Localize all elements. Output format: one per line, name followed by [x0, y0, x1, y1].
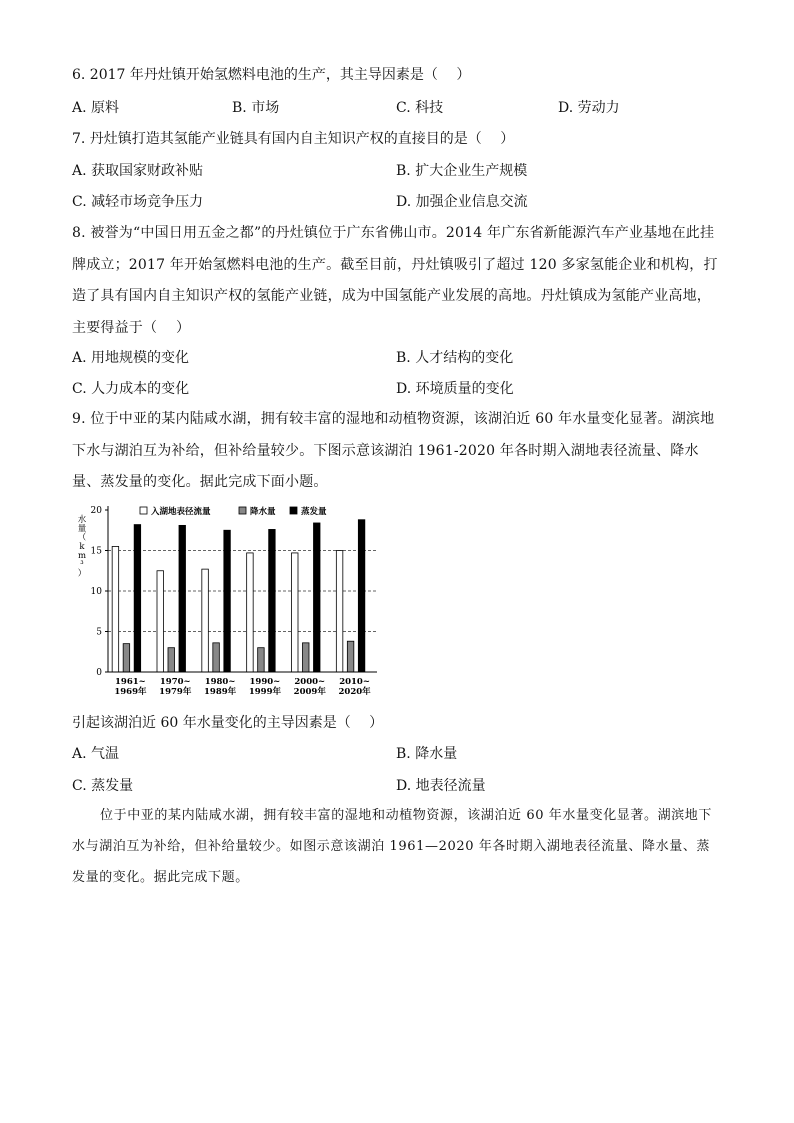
legend-swatch-1: [239, 507, 246, 514]
legend-swatch-0: [140, 507, 147, 514]
bar-runoff-3: [247, 553, 254, 672]
bar-runoff-5: [336, 551, 343, 673]
x-tick-label: 2010~: [339, 677, 370, 687]
bar-runoff-2: [202, 569, 209, 672]
x-tick-label: 1961~: [115, 677, 146, 687]
x-tick-label: 1990~: [249, 677, 281, 687]
water-balance-chart: [72, 500, 392, 705]
bar-evaporation-5: [358, 520, 365, 672]
q6-stem: 6. 2017 年丹灶镇开始氢燃料电池的生产，其主导因素是（ ）: [72, 67, 471, 83]
q9-stem: 9. 位于中亚的某内陆咸水湖，拥有较丰富的湿地和动植物资源，该湖泊近 60 年水量变化显著。湖滨地下水与湖泊互为补给，但补给量较少。下图示意该湖泊 1961-2020 年各时期入湖地表径流量、降水量、蒸发量的变化。据此完成下面小题。: [72, 411, 715, 490]
legend-label-1: 降水量: [250, 507, 276, 517]
x-tick-label: 2000~: [294, 677, 326, 687]
q7-stem: 7. 丹灶镇打造其氢能产业链具有国内自主知识产权的直接目的是（ ）: [72, 131, 515, 147]
q6-option-b: B. 市场: [232, 100, 280, 116]
y-tick-label: 15: [90, 546, 102, 557]
q6-option-d: D. 劳动力: [558, 100, 620, 116]
x-tick-label: 2009年: [293, 687, 326, 697]
bar-runoff-4: [292, 553, 299, 672]
q6-option-a: A. 原料: [72, 100, 120, 116]
x-tick-label: 1969年: [114, 687, 147, 697]
q9-option-b: B. 降水量: [396, 746, 458, 762]
y-tick-label: 10: [90, 587, 102, 597]
bar-precipitation-2: [213, 643, 220, 672]
q8-stem: 8. 被誉为“中国日用五金之都”的丹灶镇位于广东省佛山市。2014 年广东省新能源汽车产业基地在此挂牌成立；2017 年开始氢燃料电池的生产。截至目前，丹灶镇吸引了超过 120 多家氢能企业和机构，打造了具有国内自主知识产权的氢能产业链，成为中国氢能产业发展的高地。丹灶镇成为氢能产业高地，主要得益于（ ）: [72, 225, 718, 336]
y-axis-label-char: 水: [77, 515, 87, 525]
y-axis-label-char: ）: [77, 569, 87, 579]
q9-option-a: A. 气温: [72, 746, 120, 762]
q7-option-c: C. 减轻市场竞争压力: [72, 194, 204, 210]
x-tick-label: 1970~: [159, 677, 191, 687]
y-axis-label-char: 量: [77, 524, 87, 534]
q8-option-a: A. 用地规模的变化: [72, 350, 190, 366]
bar-precipitation-5: [347, 641, 354, 672]
legend-label-0: 入湖地表径流量: [151, 507, 211, 517]
y-tick-label: 5: [96, 627, 102, 638]
x-tick-label: 1999年: [248, 687, 282, 697]
q9-option-c: C. 蒸发量: [72, 778, 134, 794]
bar-evaporation-0: [134, 525, 141, 672]
q8-option-b: B. 人才结构的变化: [396, 350, 514, 366]
bar-runoff-0: [112, 546, 119, 672]
y-axis-label-char: （: [77, 533, 87, 543]
y-tick-label: 20: [90, 506, 102, 516]
bar-precipitation-0: [123, 644, 130, 672]
bar-evaporation-3: [269, 529, 276, 672]
q8-option-d: D. 环境质量的变化: [396, 381, 514, 397]
q7-option-b: B. 扩大企业生产规模: [396, 163, 528, 179]
y-axis-label-char: m: [77, 551, 87, 561]
q9-question: 引起该湖泊近 60 年水量变化的主导因素是（ ）: [72, 715, 384, 731]
bar-precipitation-1: [168, 648, 175, 672]
bar-runoff-1: [157, 571, 164, 672]
q8-option-c: C. 人力成本的变化: [72, 381, 190, 397]
x-tick-label: 1979年: [159, 687, 192, 697]
q7-option-a: A. 获取国家财政补贴: [72, 163, 204, 179]
q6-option-c: C. 科技: [396, 100, 444, 116]
q7-option-d: D. 加强企业信息交流: [396, 194, 528, 210]
bar-evaporation-4: [314, 523, 321, 672]
x-tick-label: 2020年: [338, 687, 371, 697]
y-tick-label: 0: [96, 668, 102, 678]
bar-precipitation-4: [303, 643, 310, 672]
repeat-paragraph: 位于中亚的某内陆咸水湖，拥有较丰富的湿地和动植物资源，该湖泊近 60 年水量变化显著。湖滨地下水与湖泊互为补给，但补给量较少。如图示意该湖泊 1961—2020 年各时期入湖地表径流量、降水量、蒸发量的变化。据此完成下题。: [72, 808, 713, 885]
y-axis-label-char: k: [79, 542, 85, 552]
x-tick-label: 1989年: [203, 687, 237, 697]
bar-evaporation-1: [179, 525, 186, 672]
q9-option-d: D. 地表径流量: [396, 778, 486, 794]
y-axis-label-char: ³: [80, 560, 84, 570]
bar-precipitation-3: [258, 648, 265, 672]
legend-swatch-2: [290, 507, 297, 514]
x-tick-label: 1980~: [204, 677, 236, 687]
legend-label-2: 蒸发量: [301, 507, 327, 517]
bar-evaporation-2: [224, 530, 231, 672]
